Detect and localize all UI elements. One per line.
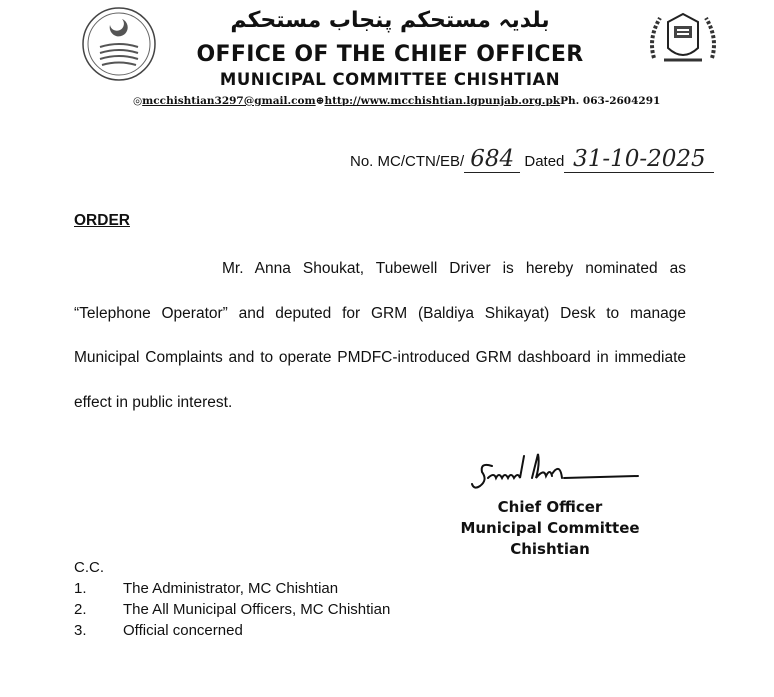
- list-item: 3. Official concerned: [74, 622, 243, 639]
- signatory-block: [450, 497, 650, 560]
- punjab-seal-icon: [80, 5, 158, 83]
- office-title: OFFICE OF THE CHIEF OFFICER: [196, 42, 584, 67]
- signatory-location: Chishtian: [510, 540, 590, 558]
- committee-title: MUNICIPAL COMMITTEE CHISHTIAN: [219, 70, 561, 89]
- date-label: Dated: [524, 153, 565, 170]
- contact-line: [133, 95, 661, 107]
- web-icon: ⊕: [315, 95, 325, 107]
- email-icon: ◎: [133, 95, 143, 107]
- cc-heading: C.C.: [74, 559, 104, 576]
- reference-number-value: 684: [464, 146, 520, 173]
- order-body: Mr. Anna Shoukat, Tubewell Driver is hereby nominated as “Telephone Operator” and deputed for GRM (Baldiya Shikayat) Desk to manage Municipal Complaints and to operate PMDFC-introduced GRM dashboard in immediate effect in public interest.: [74, 260, 686, 411]
- cc-list: [74, 578, 390, 641]
- municipal-committee-seal-icon: [646, 8, 720, 70]
- date-value: 31-10-2025: [564, 146, 714, 173]
- email-address: mcchishtian3297@gmail.com: [142, 95, 316, 107]
- signatory-office: Municipal Committee: [460, 519, 640, 537]
- signature: [470, 448, 640, 496]
- reference-line: [350, 146, 714, 173]
- reference-number-label: No. MC/CTN/EB/: [350, 153, 465, 170]
- list-item: 2. The All Municipal Officers, MC Chishtian: [74, 601, 391, 618]
- website-url: http://www.mcchishtian.lgpunjab.org.pk: [324, 95, 561, 107]
- order-heading: ORDER: [74, 212, 130, 229]
- phone-number: Ph. 063-2604291: [560, 95, 661, 107]
- signatory-title: Chief Officer: [497, 498, 603, 516]
- urdu-slogan: بلدیہ مستحکم پنجاب مستحکم: [230, 8, 550, 33]
- list-item: 1. The Administrator, MC Chishtian: [74, 580, 339, 597]
